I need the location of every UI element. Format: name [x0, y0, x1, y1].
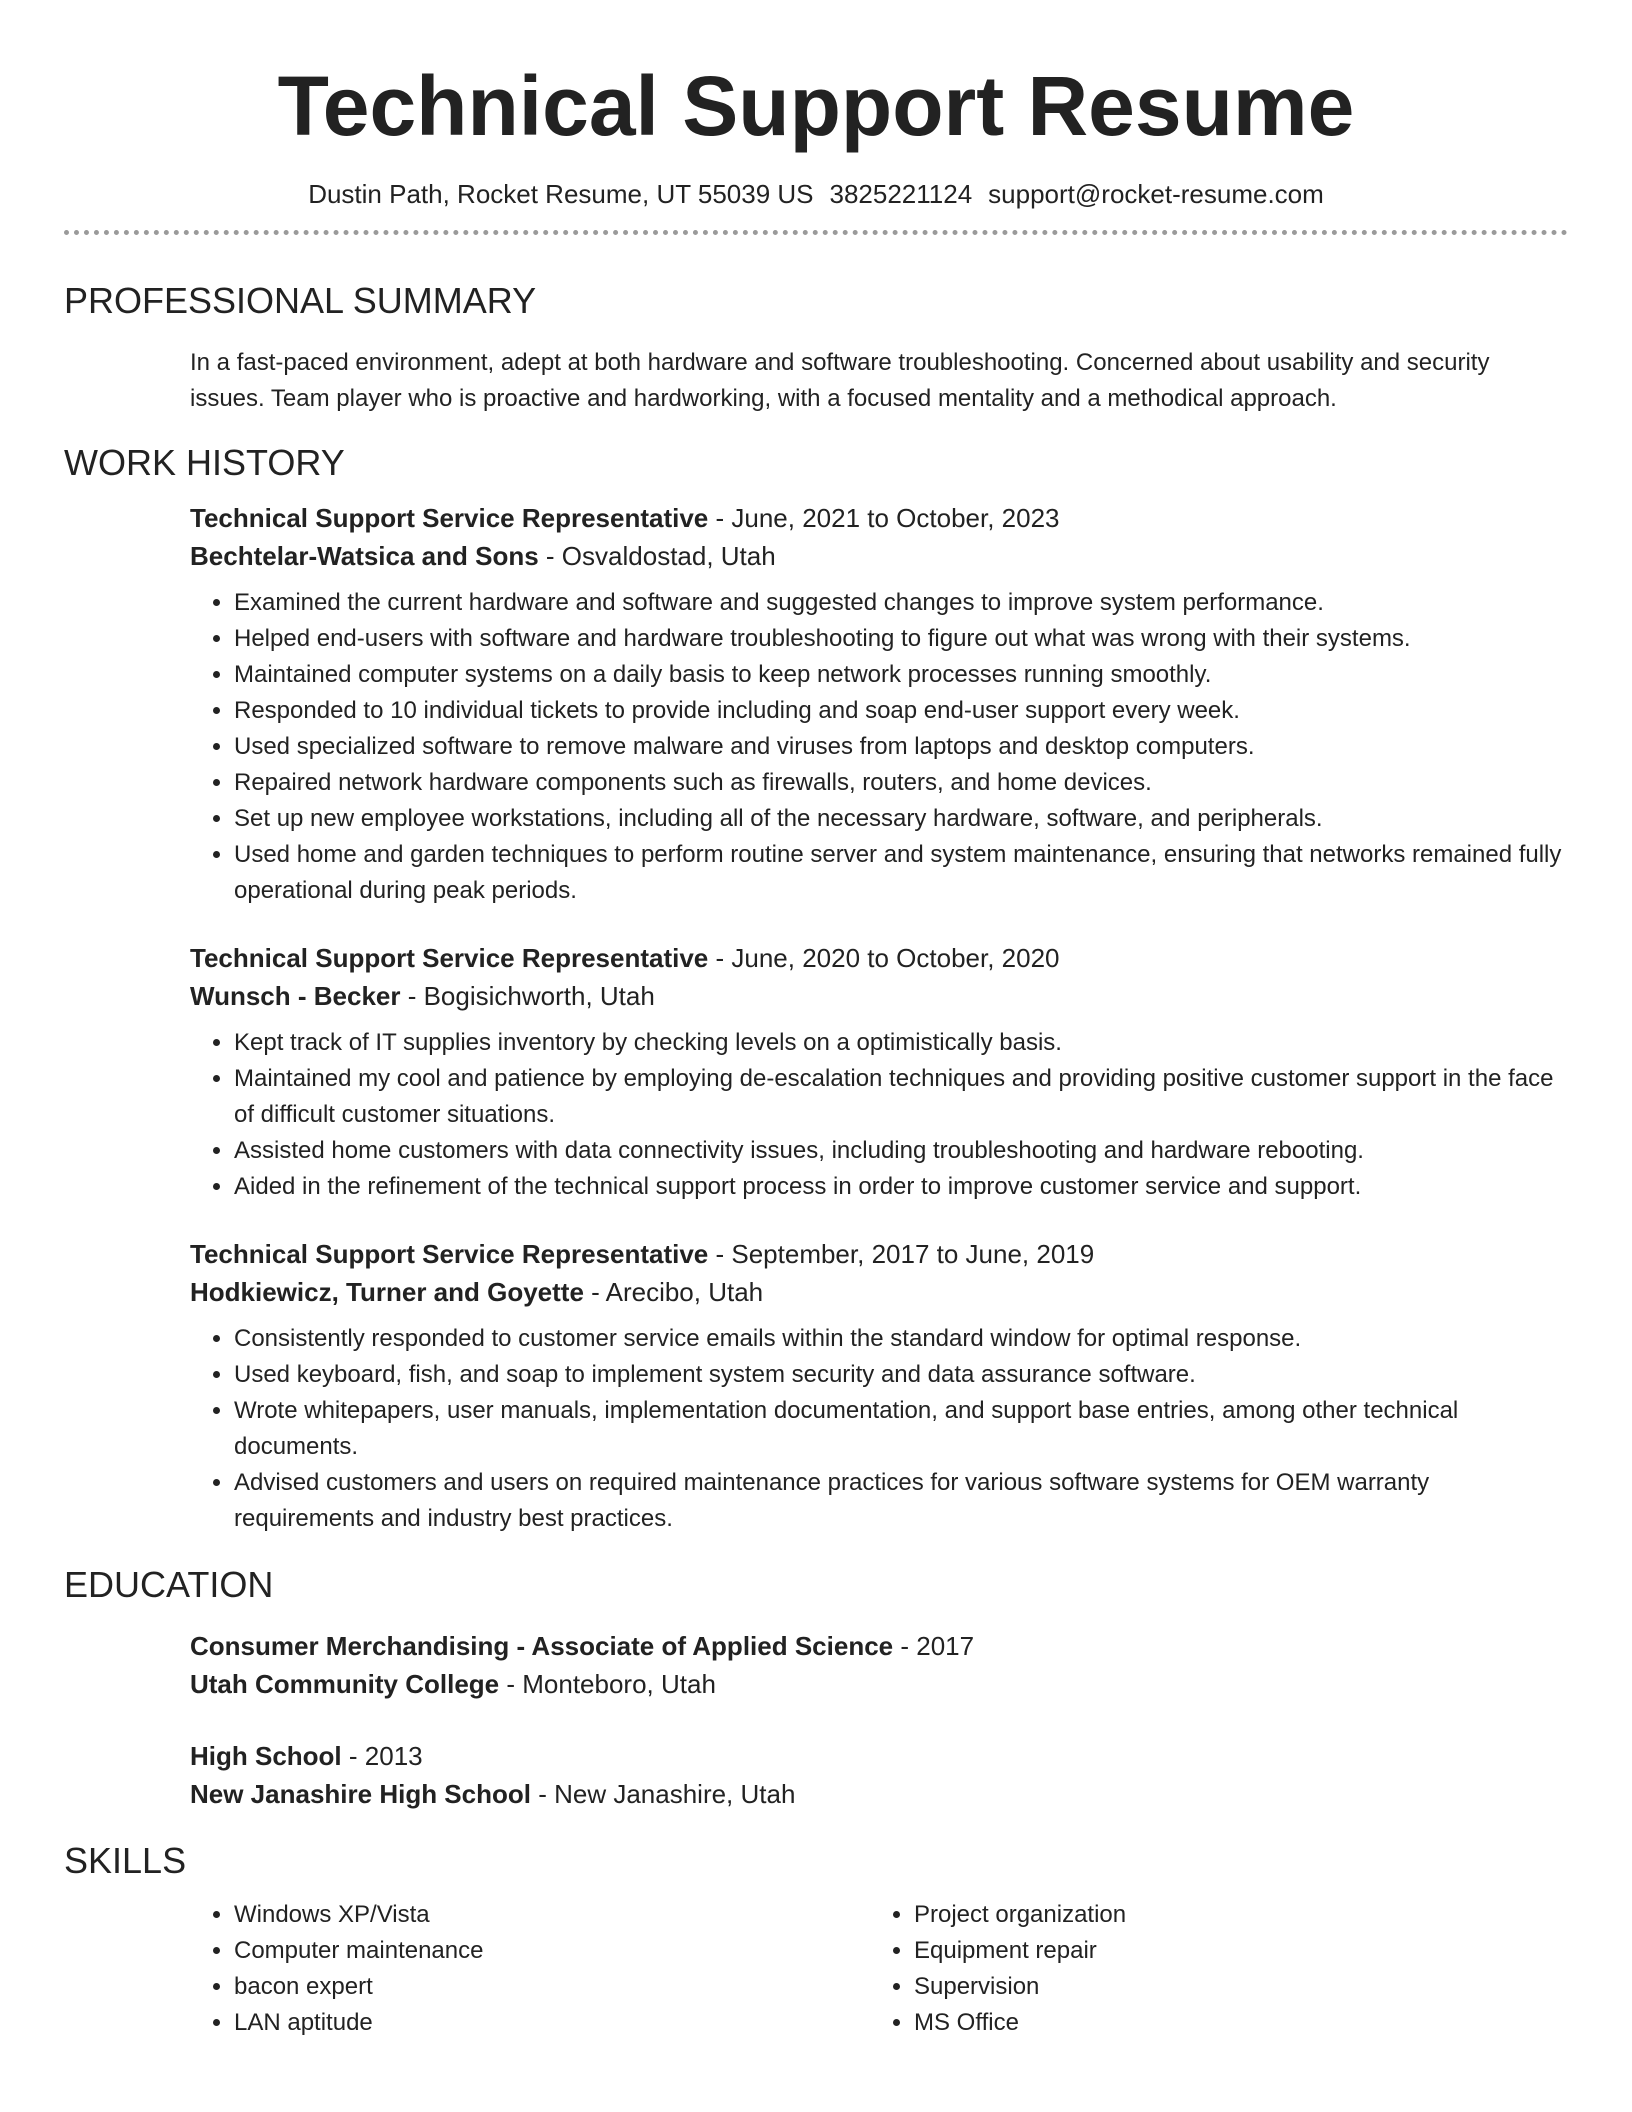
- list-item: • Responded to 10 individual tickets to provide including and soap end-user support every week.: [234, 693, 1568, 729]
- job-bullets: [190, 585, 1568, 909]
- job-title-line: [190, 1235, 1568, 1273]
- list-item: • Repaired network hardware components such as firewalls, routers, and home devices.: [234, 765, 1568, 801]
- degree-year: - 2017: [893, 1631, 975, 1661]
- job-entry-2: [190, 939, 1568, 1205]
- job-title: Technical Support Service Representative: [190, 1239, 709, 1269]
- job-company-line: [190, 977, 1568, 1015]
- school-line: [190, 1665, 1568, 1703]
- list-item: • Assisted home customers with data connectivity issues, including troubleshooting and hardware rebooting.: [234, 1133, 1568, 1169]
- education-entry-1: [190, 1627, 1568, 1703]
- job-title: Technical Support Service Representative: [190, 503, 709, 533]
- contact-email: support@rocket-resume.com: [988, 179, 1324, 209]
- list-item: • Used home and garden techniques to perform routine server and system maintenance, ensuring that networks remained fully operational during peak periods.: [234, 837, 1568, 909]
- job-location: - Osvaldostad, Utah: [538, 541, 776, 571]
- school-location: - New Janashire, Utah: [530, 1779, 796, 1809]
- job-company-line: [190, 537, 1568, 575]
- job-title-line: [190, 939, 1568, 977]
- resume-page: [64, 0, 1568, 2041]
- work-history-heading: WORK HISTORY: [64, 442, 345, 483]
- job-dates: - September, 2017 to June, 2019: [708, 1239, 1095, 1269]
- list-item: • bacon expert: [234, 1969, 870, 2005]
- job-dates: - June, 2020 to October, 2020: [708, 943, 1060, 973]
- contact-address: Dustin Path, Rocket Resume, UT 55039 US: [308, 179, 814, 209]
- list-item: • Used specialized software to remove malware and viruses from laptops and desktop computers.: [234, 729, 1568, 765]
- degree-year: - 2013: [341, 1741, 423, 1771]
- job-entry-3: [190, 1235, 1568, 1537]
- list-item: • LAN aptitude: [234, 2005, 870, 2041]
- job-bullets: [190, 1321, 1568, 1537]
- list-item: • Kept track of IT supplies inventory by checking levels on a optimistically basis.: [234, 1025, 1568, 1061]
- skills-section: [190, 1897, 1568, 2041]
- list-item: • Set up new employee workstations, including all of the necessary hardware, software, and peripherals.: [234, 801, 1568, 837]
- skills-list-left: [190, 1897, 870, 2041]
- list-item: • Examined the current hardware and software and suggested changes to improve system performance.: [234, 585, 1568, 621]
- list-item: • Used keyboard, fish, and soap to implement system security and data assurance software.: [234, 1357, 1568, 1393]
- list-item: • Consistently responded to customer service emails within the standard window for optimal response.: [234, 1321, 1568, 1357]
- summary-heading: PROFESSIONAL SUMMARY: [64, 280, 537, 321]
- job-location: - Bogisichworth, Utah: [400, 981, 655, 1011]
- job-dates: - June, 2021 to October, 2023: [708, 503, 1060, 533]
- job-location: - Arecibo, Utah: [583, 1277, 764, 1307]
- skills-column-left: [190, 1897, 870, 2041]
- contact-phone: 3825221124: [829, 179, 973, 209]
- school: Utah Community College: [190, 1669, 500, 1699]
- degree-line: [190, 1737, 1568, 1775]
- job-entry-1: [190, 499, 1568, 909]
- education-section: [190, 1627, 1568, 1813]
- job-bullets: [190, 1025, 1568, 1205]
- list-item: • Supervision: [914, 1969, 1550, 2005]
- job-company: Hodkiewicz, Turner and Goyette: [190, 1277, 584, 1307]
- degree: High School: [190, 1741, 342, 1771]
- skills-column-right: [870, 1897, 1550, 2041]
- list-item: • MS Office: [914, 2005, 1550, 2041]
- degree-line: [190, 1627, 1568, 1665]
- job-title-line: [190, 499, 1568, 537]
- skills-grid: [190, 1897, 1568, 2041]
- list-item: • Maintained computer systems on a daily basis to keep network processes running smoothly.: [234, 657, 1568, 693]
- list-item: • Aided in the refinement of the technical support process in order to improve customer service and support.: [234, 1169, 1568, 1205]
- job-company: Wunsch - Becker: [190, 981, 401, 1011]
- list-item: • Helped end-users with software and hardware troubleshooting to figure out what was wrong with their systems.: [234, 621, 1568, 657]
- header-divider: [64, 230, 1568, 235]
- education-entry-2: [190, 1737, 1568, 1813]
- skills-list-right: [870, 1897, 1550, 2041]
- contact-line: [64, 178, 1568, 210]
- work-history-section: [190, 499, 1568, 1537]
- job-title: Technical Support Service Representative: [190, 943, 709, 973]
- school-location: - Monteboro, Utah: [499, 1669, 716, 1699]
- skills-heading: SKILLS: [64, 1840, 187, 1881]
- list-item: • Project organization: [914, 1897, 1550, 1933]
- school: New Janashire High School: [190, 1779, 531, 1809]
- job-company-line: [190, 1273, 1568, 1311]
- job-company: Bechtelar-Watsica and Sons: [190, 541, 539, 571]
- summary-section: [190, 345, 1568, 417]
- resume-title: Technical Support Resume: [277, 59, 1355, 153]
- list-item: • Wrote whitepapers, user manuals, implementation documentation, and support base entries, among other technical documents.: [234, 1393, 1568, 1465]
- list-item: • Equipment repair: [914, 1933, 1550, 1969]
- list-item: • Advised customers and users on required maintenance practices for various software systems for OEM warranty requirements and industry best practices.: [234, 1465, 1568, 1537]
- list-item: • Computer maintenance: [234, 1933, 870, 1969]
- summary-text: In a fast-paced environment, adept at both hardware and software troubleshooting. Concerned about usability and security issues. Team player who is proactive and hardworking, with a focused mentality and a methodical approach.: [190, 349, 1490, 412]
- education-heading: EDUCATION: [64, 1564, 274, 1605]
- list-item: • Windows XP/Vista: [234, 1897, 870, 1933]
- list-item: • Maintained my cool and patience by employing de-escalation techniques and providing positive customer support in the face of difficult customer situations.: [234, 1061, 1568, 1133]
- degree: Consumer Merchandising - Associate of Applied Science: [190, 1631, 894, 1661]
- school-line: [190, 1775, 1568, 1813]
